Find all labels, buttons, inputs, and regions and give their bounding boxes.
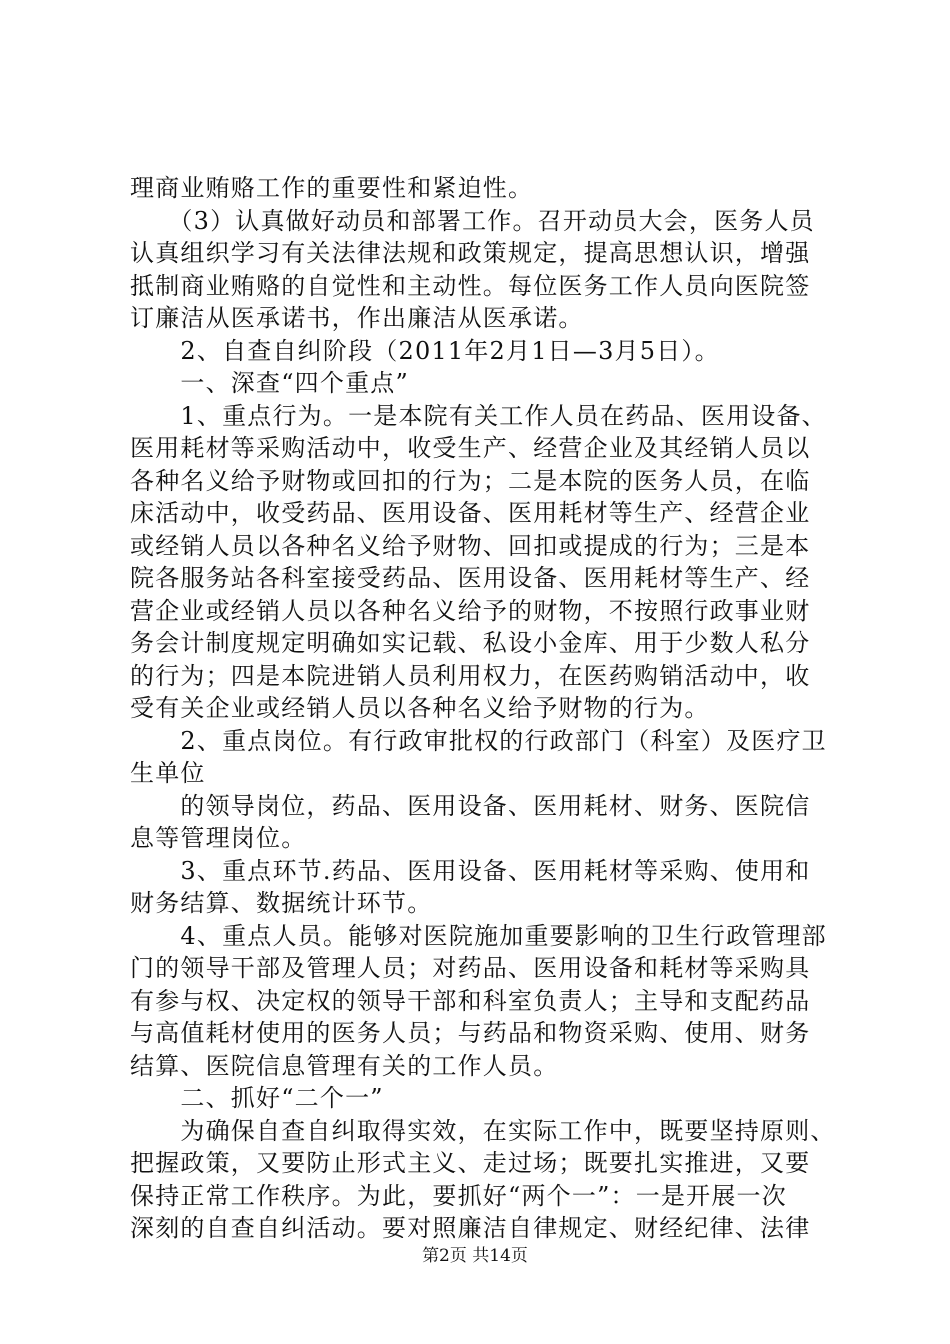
text-line: （3）认真做好动员和部署工作。召开动员大会，医务人员 [130,206,815,235]
text-line: 生单位 [130,759,206,787]
text-line: 各种名义给予财物或回扣的行为；二是本院的医务人员，在临 [130,466,811,495]
text-line: 为确保自查自纠取得实效，在实际工作中，既要坚持原则、 [130,1116,836,1145]
text-line: 财务结算、数据统计环节。 [130,889,433,917]
text-line: 抵制商业贿赂的自觉性和主动性。每位医务工作人员向医院签 [130,271,811,300]
text-line: 深刻的自查自纠活动。要对照廉洁自律规定、财经纪律、法律 [130,1214,811,1242]
text-line: 院各服务站各科室接受药品、医用设备、医用耗材等生产、经 [130,564,811,592]
text-line: 息等管理岗位。 [130,824,307,852]
text-line: 务会计制度规定明确如实记载、私设小金库、用于少数人私分 [130,629,811,657]
text-line: 订廉洁从医承诺书，作出廉洁从医承诺。 [130,304,584,332]
text-line: 2、自查自纠阶段（2011年2月1日—3月5日）。 [130,336,720,365]
text-line: 理商业贿赂工作的重要性和紧迫性。 [130,174,534,202]
text-line: 医用耗材等采购活动中，收受生产、经营企业及其经销人员以 [130,434,811,462]
page-footer: 第2页 共14页 [422,1246,528,1266]
text-line: 1、重点行为。一是本院有关工作人员在药品、医用设备、 [130,401,827,430]
text-line: 的行为；四是本院进销人员利用权力，在医药购销活动中，收 [130,661,811,690]
text-line: 与高值耗材使用的医务人员；与药品和物资采购、使用、财务 [130,1019,811,1047]
text-line: 或经销人员以各种名义给予财物、回扣或提成的行为；三是本 [130,531,811,560]
text-line: 结算、医院信息管理有关的工作人员。 [130,1051,559,1080]
text-line: 把握政策，又要防止形式主义、走过场；既要扎实推进，又要 [130,1149,811,1177]
text-line: 认真组织学习有关法律法规和政策规定，提高思想认识，增强 [130,239,811,267]
text-line: 保持正常工作秩序。为此，要抓好“两个一”：一是开展一次 [130,1181,787,1210]
text-line: 二、抓好“二个一” [130,1084,384,1112]
text-line: 受有关企业或经销人员以各种名义给予财物的行为。 [130,694,710,722]
document-body [130,172,836,1245]
text-line: 3、重点环节.药品、医用设备、医用耗材等采购、使用和 [130,856,811,885]
text-line: 2、重点岗位。有行政审批权的行政部门（科室）及医疗卫 [130,726,827,755]
text-line: 有参与权、决定权的领导干部和科室负责人；主导和支配药品 [130,986,811,1015]
text-line: 营企业或经销人员以各种名义给予的财物，不按照行政事业财 [130,596,811,625]
text-line: 一、深查“四个重点” [130,369,409,397]
text-line: 门的领导干部及管理人员；对药品、医用设备和耗材等采购具 [130,954,811,982]
text-line: 床活动中，收受药品、医用设备、医用耗材等生产、经营企业 [130,499,811,527]
text-line: 的领导岗位，药品、医用设备、医用耗材、财务、医院信 [130,791,811,820]
text-line: 4、重点人员。能够对医院施加重要影响的卫生行政管理部 [130,921,827,950]
